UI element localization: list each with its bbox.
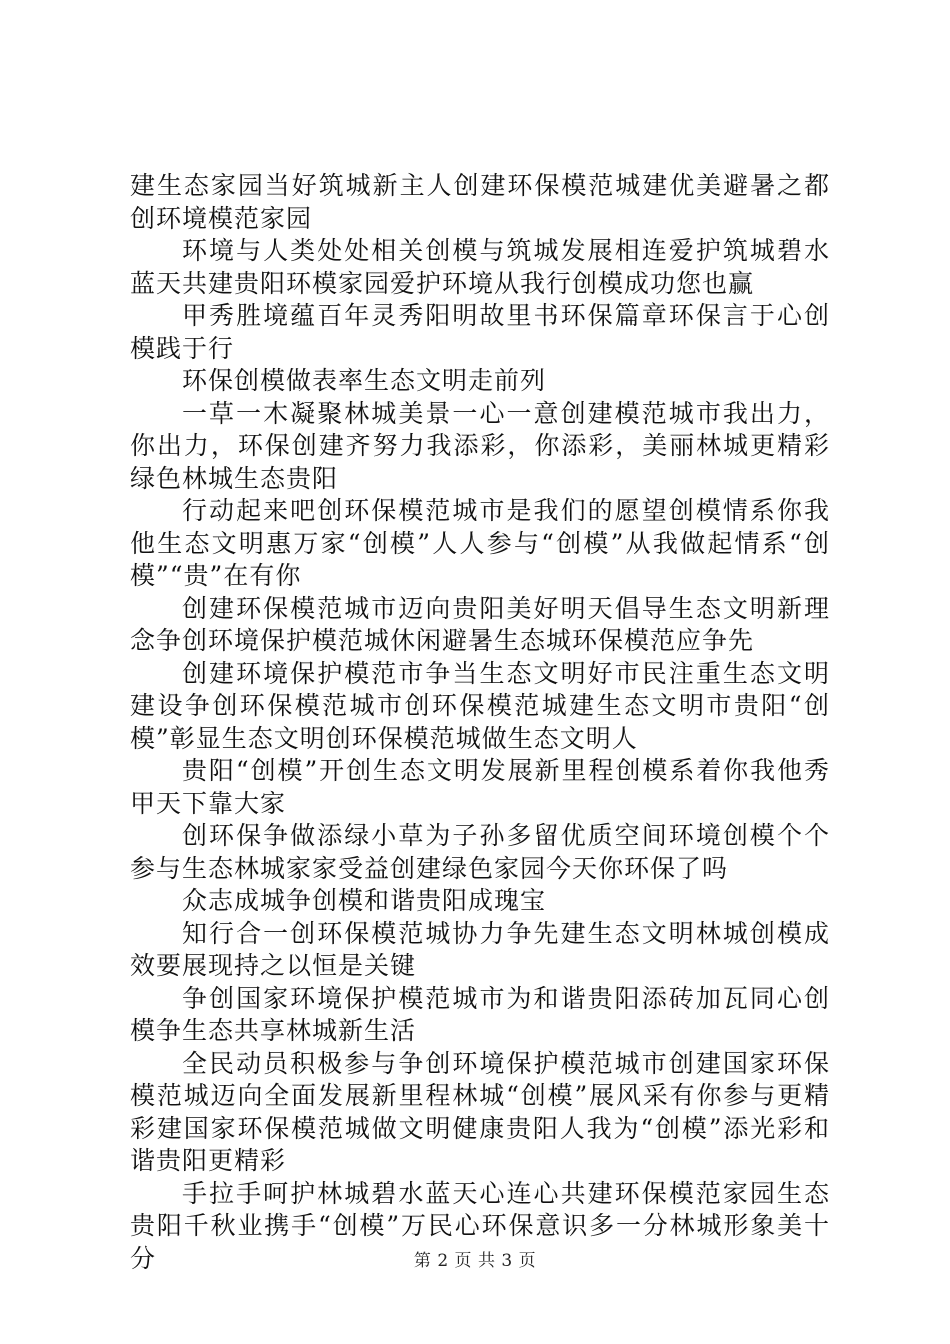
document-body [130,170,830,1275]
paragraph-1: 建生态家园当好筑城新主人创建环保模范城建优美避暑之都创环境模范家园 [130,171,830,233]
paragraph-6: 行动起来吧创环保模范城市是我们的愿望创模情系你我他生态文明惠万家“创模”人人参与“创模”从我做起情系“创模”“贵”在有你 [130,496,830,590]
paragraph-14: 全民动员积极参与争创环境保护模范城市创建国家环保模范城迈向全面发展新里程林城“创模”展风采有你参与更精彩建国家环保模范城做文明健康贵阳人我为“创模”添光彩和谐贵阳更精彩 [130,1048,830,1175]
paragraph-4: 环保创模做表率生态文明走前列 [182,366,547,395]
paragraph-2: 环境与人类处处相关创模与筑城发展相连爱护筑城碧水蓝天共建贵阳环模家园爱护环境从我行创模成功您也赢 [130,236,830,298]
paragraph-15: 手拉手呵护林城碧水蓝天心连心共建环保模范家园生态贵阳千秋业携手“创模”万民心环保意识多一分林城形象美十分 [130,1178,830,1273]
paragraph-3: 甲秀胜境蕴百年灵秀阳明故里书环保篇章环保言于心创模践于行 [130,301,830,363]
paragraph-5: 一草一木凝聚林城美景一心一意创建模范城市我出力，你出力，环保创建齐努力我添彩，你添彩，美丽林城更精彩绿色林城生态贵阳 [130,398,830,493]
paragraph-13: 争创国家环境保护模范城市为和谐贵阳添砖加瓦同心创模争生态共享林城新生活 [130,983,830,1045]
page-number-footer: 第 2 页 共 3 页 [413,1251,537,1271]
paragraph-8: 创建环境保护模范市争当生态文明好市民注重生态文明建设争创环保模范城市创环保模范城建生态文明市贵阳“创模”彰显生态文明创环保模范城做生态文明人 [130,658,830,753]
paragraph-12: 知行合一创环保模范城协力争先建生态文明林城创模成效要展现持之以恒是关键 [130,918,830,980]
paragraph-7: 创建环保模范城市迈向贵阳美好明天倡导生态文明新理念争创环境保护模范城休闲避暑生态城环保模范应争先 [130,593,830,655]
paragraph-10: 创环保争做添绿小草为子孙多留优质空间环境创模个个参与生态林城家家受益创建绿色家园今天你环保了吗 [130,821,830,883]
paragraph-9: 贵阳“创模”开创生态文明发展新里程创模系着你我他秀甲天下靠大家 [130,756,830,818]
paragraph-11: 众志成城争创模和谐贵阳成瑰宝 [182,886,547,915]
